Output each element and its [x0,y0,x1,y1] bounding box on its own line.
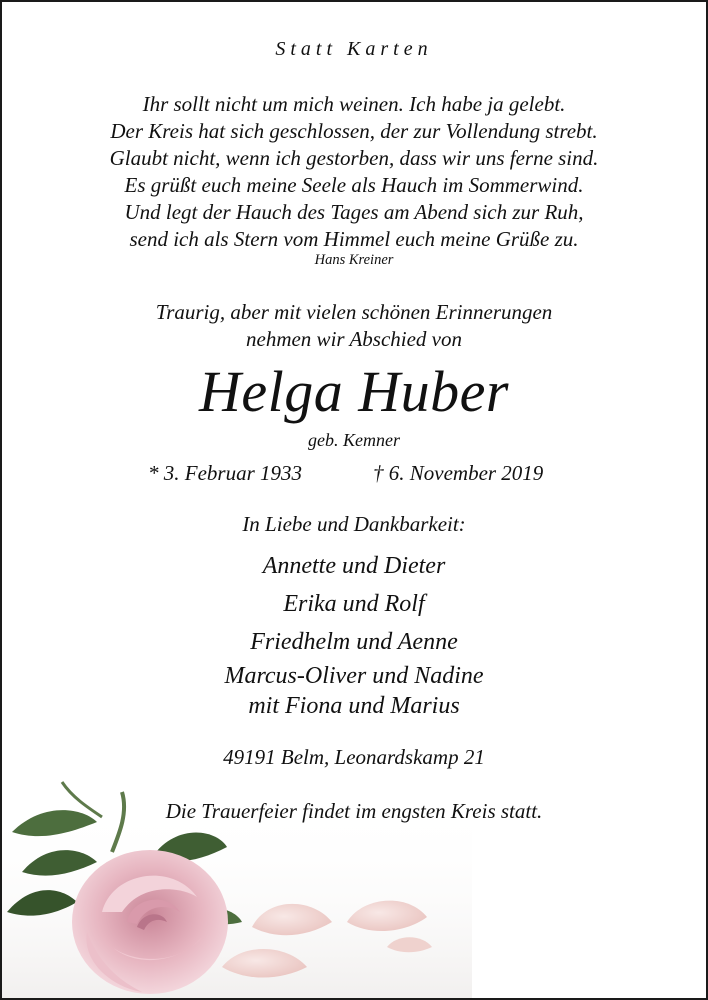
poem-author: Hans Kreiner [314,252,394,268]
address: 49191 Belm, Leonardskamp 21 [223,745,485,769]
mourner-name: Annette und Dieter [262,553,446,579]
intro-text [2,299,706,353]
death-date: † 6. November 2019 [373,461,544,485]
rose-with-petals-icon [2,762,472,1000]
ceremony-note: Die Trauerfeier findet im engsten Kreis statt. [165,799,543,823]
intro-line: nehmen wir Abschied von [246,327,462,351]
poem-line: Es grüßt euch meine Seele als Hauch im Sommerwind. [124,173,584,197]
birth-date: * 3. Februar 1933 [148,461,302,485]
mourner-name: mit Fiona und Marius [248,693,460,719]
poem-line: Der Kreis hat sich geschlossen, der zur Vollendung strebt. [110,119,598,143]
poem [2,91,706,253]
poem-line: Ihr sollt nicht um mich weinen. Ich habe ja gelebt. [142,92,566,116]
intro-line: Traurig, aber mit vielen schönen Erinnerungen [155,300,553,324]
mourner-name: Marcus-Oliver und Nadine [224,663,484,689]
mourners-heading: In Liebe und Dankbarkeit: [242,512,466,536]
poem-line: Glaubt nicht, wenn ich gestorben, dass wir uns ferne sind. [109,146,599,170]
header-statt-karten: Statt Karten [275,38,433,60]
poem-line: Und legt der Hauch des Tages am Abend sich zur Ruh, [124,200,584,224]
mourner-name: Erika und Rolf [283,591,425,617]
mourners-list [2,547,706,721]
poem-line: send ich als Stern vom Himmel euch meine Grüße zu. [129,227,579,251]
deceased-name: Helga Huber [199,359,509,424]
mourner-name: Friedhelm und Aenne [250,629,458,655]
maiden-name: geb. Kemner [308,430,400,450]
